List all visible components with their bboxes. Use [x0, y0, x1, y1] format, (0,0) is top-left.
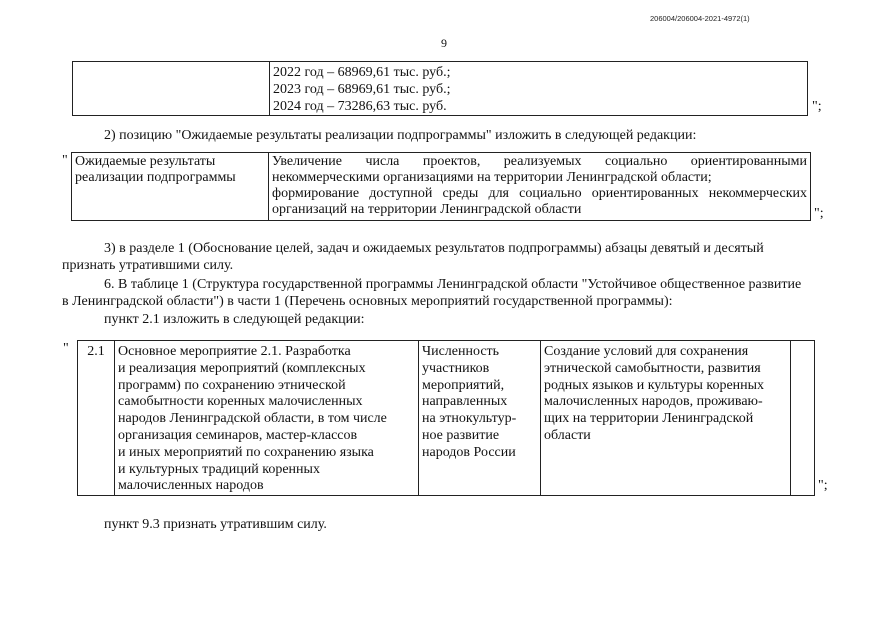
paragraph-item-6-line1: 6. В таблице 1 (Структура государственной программы Ленинградской области "Устойчивое общественное развитие	[104, 277, 802, 292]
indicator-line: на этнокультур-	[422, 411, 517, 427]
paragraph-point-9-3: пункт 9.3 признать утратившим силу.	[104, 517, 327, 532]
funding-label-cell	[73, 62, 270, 116]
indicator-line: мероприятий,	[422, 377, 505, 393]
result-line: малочисленных народов, проживаю-	[544, 394, 763, 410]
result-line: Создание условий для сохранения	[544, 344, 749, 359]
paragraph-item-6-line2: в Ленинградской области") в части 1 (Перечень основных мероприятий государственной программы):	[62, 294, 673, 309]
result-line: организаций на территории Ленинградской области	[272, 202, 582, 217]
page-number: 9	[441, 36, 447, 50]
funding-line-2022: 2022 год – 68969,61 тыс. руб.;	[273, 65, 451, 80]
result-line: этнической самобытности, развития	[544, 360, 761, 376]
label-line: Ожидаемые результаты	[75, 154, 216, 169]
description-line: малочисленных народов	[118, 478, 264, 494]
expected-results-label-cell	[72, 153, 269, 221]
indicator-line: ное развитие	[422, 427, 500, 443]
closing-quote: ";	[814, 206, 824, 221]
closing-quote: ";	[812, 99, 822, 114]
description-line: и реализация мероприятий (комплексных	[118, 360, 366, 376]
description-line: организация семинаров, мастер-классов	[118, 427, 358, 443]
label-line: реализации подпрограммы	[75, 170, 236, 185]
description-line: и культурных традиций коренных	[118, 461, 320, 477]
result-line: области	[544, 427, 591, 443]
document-id: 206004/206004-2021-4972(1)	[650, 14, 750, 23]
expected-results-table	[71, 152, 811, 221]
result-line: Увеличение числа проектов, реализуемых социально ориентированными	[272, 154, 807, 169]
measure-indicator-cell	[419, 341, 541, 496]
opening-quote: "	[63, 341, 69, 356]
result-line: формирование доступной среды для социально ориентированных некоммерческих	[272, 186, 807, 201]
indicator-line: направленных	[422, 394, 508, 410]
funding-line-2023: 2023 год – 68969,61 тыс. руб.;	[273, 82, 451, 97]
measure-number-cell: 2.1	[78, 341, 115, 496]
result-line: щих на территории Ленинградской	[544, 411, 754, 427]
opening-quote: "	[62, 153, 68, 168]
description-line: самобытности коренных малочисленных	[118, 394, 363, 410]
measure-empty-cell	[791, 341, 815, 496]
description-line: народов Ленинградской области, в том числе	[118, 411, 387, 427]
indicator-line: участников	[422, 360, 490, 376]
result-line: некоммерческими организациями на территории Ленинградской области;	[272, 170, 712, 185]
closing-quote: ";	[818, 478, 828, 493]
paragraph-item-3-line2: признать утратившими силу.	[62, 258, 234, 273]
paragraph-point-2-1: пункт 2.1 изложить в следующей редакции:	[104, 312, 365, 327]
paragraph-item-2: 2) позицию "Ожидаемые результаты реализации подпрограммы" изложить в следующей редакции:	[104, 128, 697, 143]
funding-values-cell	[270, 62, 808, 116]
measure-result-cell	[541, 341, 791, 496]
paragraph-item-3-line1: 3) в разделе 1 (Обоснование целей, задач и ожидаемых результатов подпрограммы) абзацы девятый и десятый	[104, 241, 764, 256]
measure-table	[77, 340, 815, 496]
indicator-line: народов России	[422, 444, 516, 460]
description-line: Основное мероприятие 2.1. Разработка	[118, 344, 351, 359]
result-line: родных языков и культуры коренных	[544, 377, 765, 393]
expected-results-text-cell	[269, 153, 811, 221]
funding-table	[72, 61, 808, 116]
description-line: и иных мероприятий по сохранению языка	[118, 444, 374, 460]
description-line: программ) по сохранению этнической	[118, 377, 346, 393]
measure-description-cell	[115, 341, 419, 496]
funding-line-2024: 2024 год – 73286,63 тыс. руб.	[273, 99, 447, 114]
indicator-line: Численность	[422, 344, 500, 359]
